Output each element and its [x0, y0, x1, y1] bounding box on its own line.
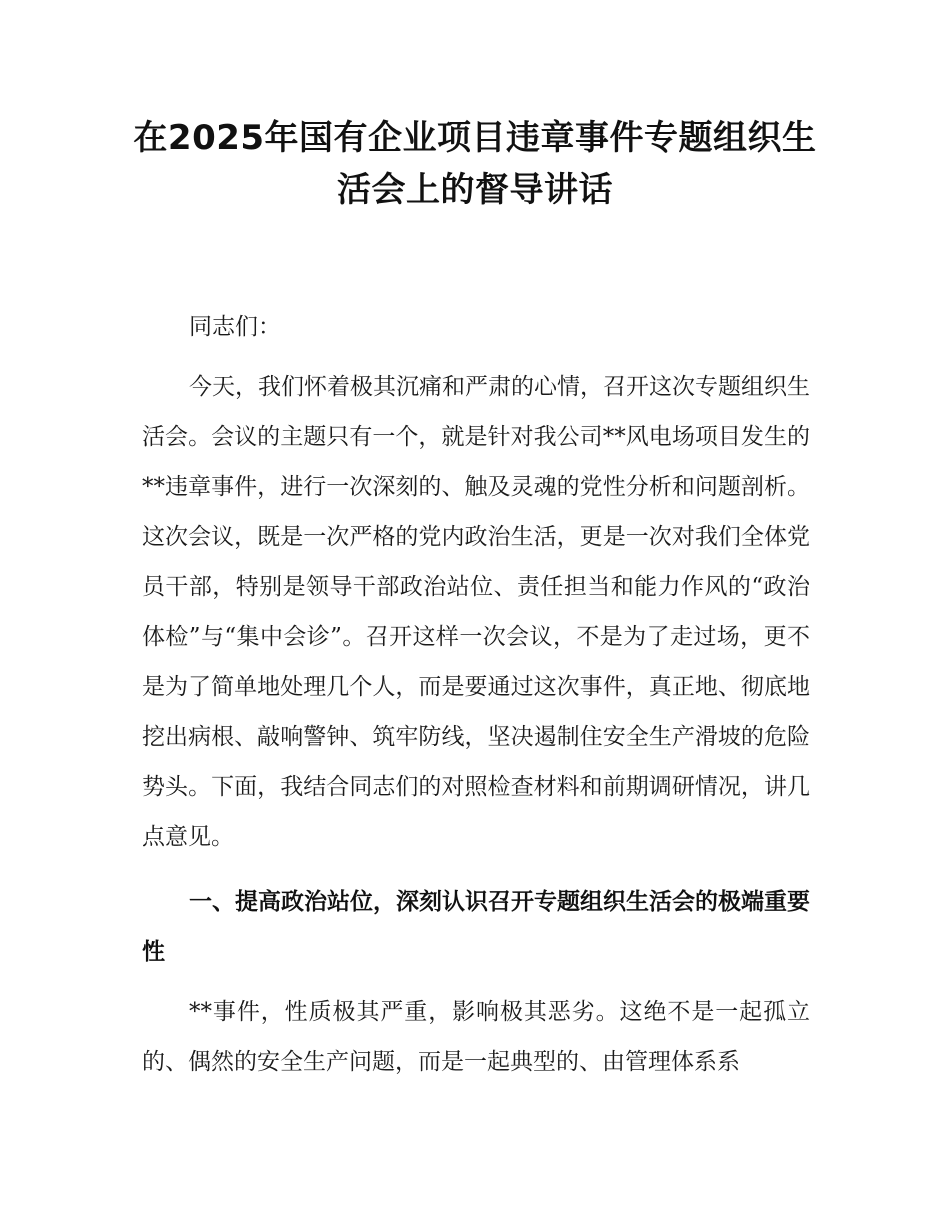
section-heading-1: 一、提高政治站位，深刻认识召开专题组织生活会的极端重要性 [142, 889, 810, 965]
title-line-1: 在2025年国有企业项目违章事件专题组织生 [133, 118, 817, 158]
salutation: 同志们： [189, 314, 281, 340]
document-title [100, 112, 850, 216]
paragraph-section1: **事件，性质极其严重，影响极其恶劣。这绝不是一起孤立的、偶然的安全生产问题，而是一起典型的、由管理体系系 [142, 999, 810, 1075]
title-line-2: 活会上的督导讲话 [337, 170, 613, 210]
paragraph-intro: 今天，我们怀着极其沉痛和严肃的心情，召开这次专题组织生活会。会议的主题只有一个，就是针对我公司**风电场项目发生的**违章事件，进行一次深刻的、触及灵魂的党性分析和问题剖析。这次会议，既是一次严格的党内政治生活，更是一次对我们全体党员干部，特别是领导干部政治站位、责任担当和能力作风的“政治体检”与“集中会诊”。召开这样一次会议，不是为了走过场，更不是为了简单地处理几个人，而是要通过这次事件，真正地、彻底地挖出病根、敲响警钟、筑牢防线，坚决遏制住安全生产滑坡的危险势头。下面，我结合同志们的对照检查材料和前期调研情况，讲几点意见。 [142, 374, 810, 850]
